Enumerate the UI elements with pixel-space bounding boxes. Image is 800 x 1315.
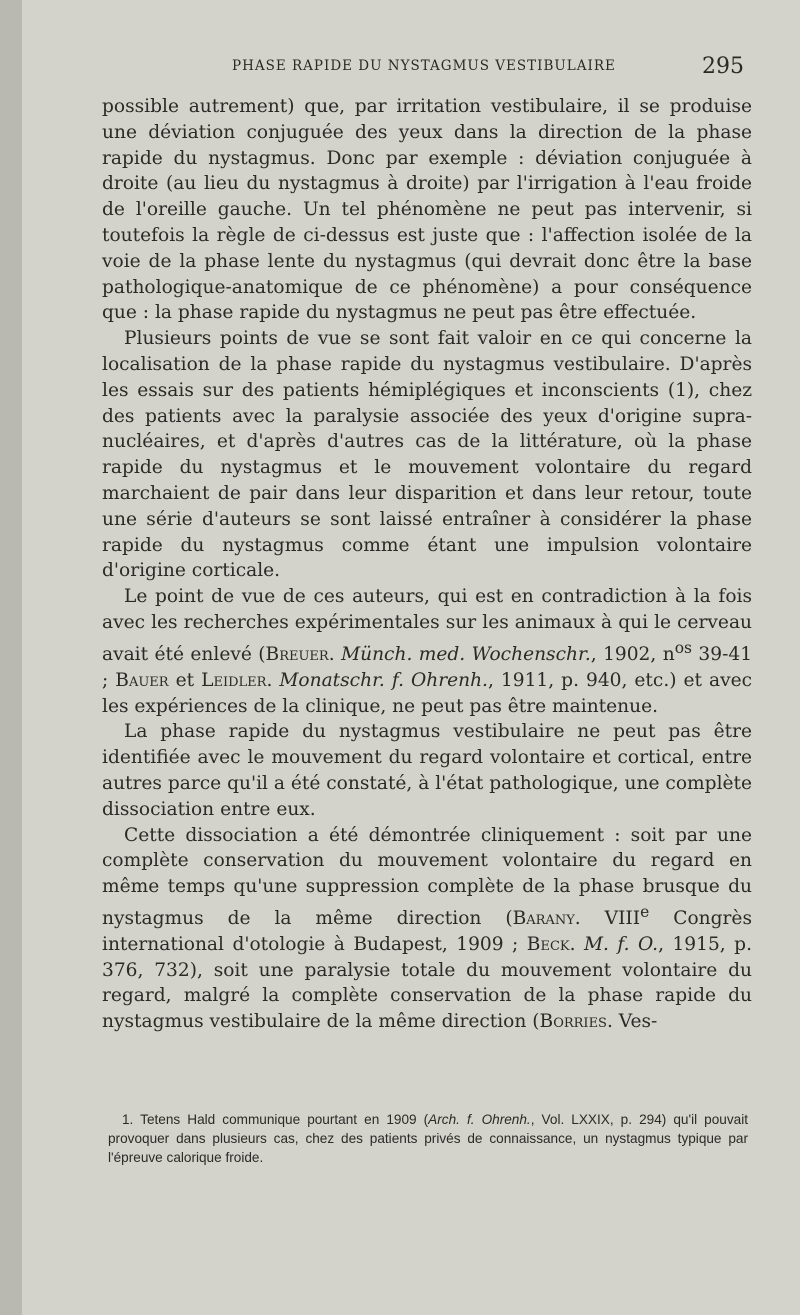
paragraph-2: Plusieurs points de vue se sont fait valoir en ce qui concerne la localisation de la phase rapide du nystagmus vestibulaire. D'après les essais sur des patients hémiplégiques et inconscients (1), chez des patients avec la paralysie associée des yeux d'origine supra-nucléaires, et d'après d'autres cas de la littérature, où la phase rapide du nystagmus et le mouvement volontaire du regard marchaient de pair dans leur disparition et dans leur retour, toute une série d'auteurs se sont laissé entraîner à considérer la phase rapide du nystagmus comme étant une impulsion volontaire d'origine corticale. — [102, 328, 752, 582]
book-page — [22, 0, 800, 1315]
author-leidler: Leidler — [201, 669, 267, 691]
journal-reference: M. f. O. — [584, 933, 659, 955]
paragraph-5: Cette dissociation a été démontrée cliniquement : soit par une complète conservation du mouvement volontaire du regard en même temps qu'une suppression complète de la phase brusque du nystagmus de la même direction (Barany. VIIIe Congrès international d'otologie à Budapest, 1909 ; Beck. M. f. O., 1915, p. 376, 732), soit une paralysie totale du mouvement volontaire du regard, malgré la complète conservation de la phase rapide du nystagmus vestibulaire de la même direction (Borries. Ves- — [102, 824, 752, 1033]
running-title: PHASE RAPIDE DU NYSTAGMUS VESTIBULAIRE — [232, 58, 616, 74]
paragraph-4: La phase rapide du nystagmus vestibulaire ne peut pas être identifiée avec le mouvement du regard volontaire et cortical, entre autres parce qu'il a été constaté, à l'état pathologique, une complète dissociation entre eux. — [102, 721, 752, 820]
journal-reference: Münch. med. Wochenschr. — [341, 643, 591, 665]
paragraph-1: possible autrement) que, par irritation vestibulaire, il se produise une déviation conjuguée des yeux dans la direction de la phase rapide du nystagmus. Donc par exemple : déviation conjuguée à droite (au lieu du nystagmus à droite) par l'irrigation à l'eau froide de l'oreille gauche. Un tel phénomène ne peut pas intervenir, si toutefois la règle de ci-dessus est juste que : l'affection isolée de la voie de la phase lente du nystagmus (qui devrait donc être la base pathologique-anatomique de ce phénomène) a pour conséquence que : la phase rapide du nystagmus ne peut pas être effectuée. — [102, 96, 752, 324]
footnotes — [108, 1110, 748, 1167]
author-borries: Borries — [539, 1011, 607, 1033]
author-breuer: Breuer — [265, 643, 329, 665]
page-number: 295 — [702, 54, 744, 79]
page-header — [22, 54, 800, 82]
body-text — [102, 94, 752, 1035]
author-beck: Beck — [526, 933, 570, 955]
journal-reference: Monatschr. f. Ohrenh. — [279, 669, 488, 691]
journal-reference: Arch. f. Ohrenh. — [428, 1112, 531, 1127]
paragraph-3: Le point de vue de ces auteurs, qui est en contradiction à la fois avec les recherches expérimentales sur les animaux à qui le cerveau avait été enlevé (Breuer. Münch. med. Wochenschr., 1902, $n^{os}$ 39-41 ; Bauer et Leidler. Monatschr. f. Ohrenh., 1911, p. 940, etc.) et avec les expériences de la clinique, ne peut pas être maintenue. — [102, 586, 753, 717]
footnote-1: 1. Tetens Hald communique pourtant en 1909 (Arch. f. Ohrenh., Vol. LXXIX, p. 294) qu'il pouvait provoquer dans plusieurs cas, chez des patients privés de connaissance, un nystagmus typique par l'épreuve calorique froide. — [108, 1112, 749, 1165]
author-barany: Barany — [512, 908, 575, 930]
author-bauer: Bauer — [115, 669, 169, 691]
